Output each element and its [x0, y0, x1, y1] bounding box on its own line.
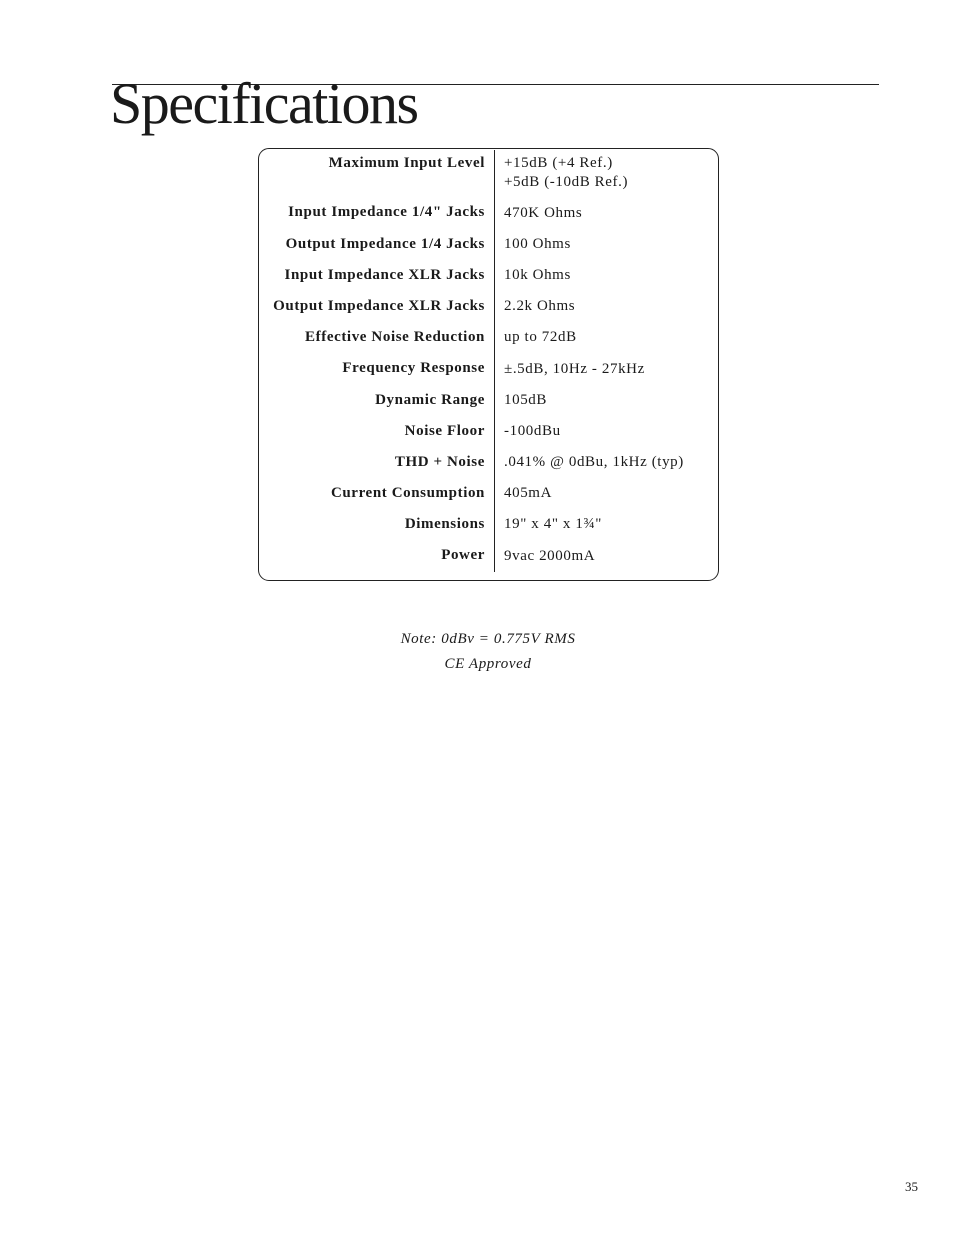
spec-value-dynamic-range: 105dB — [504, 392, 548, 408]
spec-value-effective-noise-reduction: up to 72dB — [504, 329, 577, 345]
spec-label-effective-noise-reduction: Effective Noise Reduction — [305, 329, 485, 345]
note-ce-approved: CE Approved — [444, 656, 532, 672]
spec-value-max-input-level-line-2: +5dB (-10dB Ref.) — [504, 174, 629, 190]
spec-label-input-impedance-xlr: Input Impedance XLR Jacks — [284, 267, 485, 283]
spec-value-current-consumption: 405mA — [504, 485, 552, 501]
spec-label-input-impedance-quarter-inch: Input Impedance 1/4" Jacks — [288, 204, 485, 220]
spec-label-current-consumption: Current Consumption — [330, 485, 485, 501]
spec-label-noise-floor: Noise Floor — [404, 423, 485, 439]
spec-value-dimensions: 19" x 4" x 1¾" — [504, 516, 603, 532]
spec-value-noise-floor: -100dBu — [504, 423, 561, 439]
spec-label-output-impedance-xlr: Output Impedance XLR Jacks — [273, 298, 485, 314]
spec-value-input-impedance-xlr: 10k Ohms — [504, 267, 571, 283]
note-0dbv-reference: Note: 0dBv = 0.775V RMS — [400, 631, 576, 647]
page-number: 35 — [905, 1179, 918, 1194]
column-divider — [494, 150, 495, 572]
page-title: Specifications — [110, 71, 418, 136]
spec-label-power: Power — [441, 547, 485, 563]
spec-value-frequency-response: ±.5dB, 10Hz - 27kHz — [504, 361, 645, 377]
spec-label-frequency-response: Frequency Response — [342, 360, 485, 376]
spec-value-output-impedance-xlr: 2.2k Ohms — [504, 298, 576, 314]
spec-value-thd-noise: .041% @ 0dBu, 1kHz (typ) — [504, 454, 684, 470]
spec-label-dimensions: Dimensions — [404, 516, 485, 532]
spec-label-thd-noise: THD + Noise — [394, 454, 485, 470]
spec-value-output-impedance-quarter-inch: 100 Ohms — [504, 236, 571, 252]
spec-value-max-input-level-line-1: +15dB (+4 Ref.) — [504, 155, 613, 171]
spec-label-dynamic-range: Dynamic Range — [375, 392, 485, 408]
spec-label-max-input-level: Maximum Input Level — [328, 155, 485, 171]
spec-value-power: 9vac 2000mA — [504, 548, 596, 564]
spec-label-output-impedance-quarter-inch: Output Impedance 1/4 Jacks — [285, 236, 485, 252]
spec-value-input-impedance-quarter-inch: 470K Ohms — [504, 205, 583, 221]
